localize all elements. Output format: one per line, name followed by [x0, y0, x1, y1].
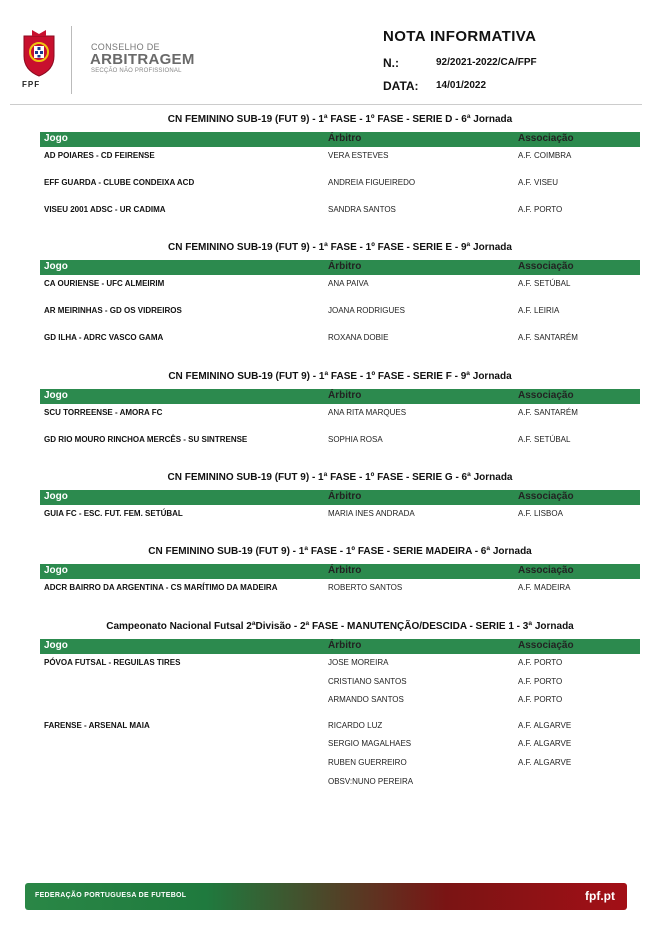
column-header-association: Associação: [518, 390, 574, 401]
column-header-referee: Árbitro: [328, 390, 362, 401]
column-header-association: Associação: [518, 133, 574, 144]
game-cell: CA OURIENSE - UFC ALMEIRIM: [44, 279, 165, 288]
table-row: [40, 329, 640, 356]
section-block: [40, 241, 640, 356]
column-header-association: Associação: [518, 640, 574, 651]
table-row: [40, 275, 640, 302]
section-title: CN FEMININO SUB-19 (FUT 9) - 1ª FASE - 1º FASE - SERIE E - 9ª Jornada: [168, 242, 512, 253]
table-header: [40, 564, 640, 579]
table-header: [40, 639, 640, 654]
association-cell: A.F. PORTO: [518, 676, 563, 686]
association-cell: A.F. MADEIRA: [518, 583, 571, 592]
association-cell: A.F. SETÚBAL: [518, 279, 571, 288]
referee-cell: RUBEN GUERREIRO: [328, 757, 407, 767]
column-header-game: Jogo: [44, 491, 68, 502]
table-row: [40, 673, 640, 692]
association-cell: A.F. PORTO: [518, 658, 563, 667]
number-value: 92/2021-2022/CA/FPF: [436, 57, 537, 68]
game-cell: EFF GUARDA - CLUBE CONDEIXA ACD: [44, 178, 195, 187]
association-cell: A.F. ALGARVE: [518, 720, 572, 730]
table-row: [40, 773, 640, 792]
footer-federation-name: FEDERAÇÃO PORTUGUESA DE FUTEBOL: [35, 892, 187, 899]
section-block: [40, 471, 640, 532]
section-title: CN FEMININO SUB-19 (FUT 9) - 1ª FASE - 1º FASE - SERIE D - 6ª Jornada: [167, 114, 513, 125]
association-cell: A.F. VISEU: [518, 178, 559, 187]
referee-cell: JOSE MOREIRA: [328, 658, 389, 667]
document-title: NOTA INFORMATIVA: [383, 28, 537, 45]
association-cell: A.F. PORTO: [518, 695, 563, 705]
association-cell: A.F. COIMBRA: [518, 151, 572, 160]
referee-cell: ANDREIA FIGUEIREDO: [328, 178, 416, 187]
section-title: CN FEMININO SUB-19 (FUT 9) - 1ª FASE - 1º FASE - SERIE F - 9ª Jornada: [168, 371, 512, 382]
game-cell: AR MEIRINHAS - GD OS VIDREIROS: [44, 306, 182, 315]
game-cell: GUIA FC - ESC. FUT. FEM. SETÚBAL: [44, 509, 183, 518]
column-header-referee: Árbitro: [328, 640, 362, 651]
column-header-association: Associação: [518, 565, 574, 576]
table-row: [40, 579, 640, 606]
table-header: [40, 389, 640, 404]
game-cell: AD POIARES - CD FEIRENSE: [44, 151, 155, 160]
table-header: [40, 260, 640, 275]
game-cell: VISEU 2001 ADSC - UR CADIMA: [44, 205, 166, 214]
header-rule: [10, 104, 642, 105]
referee-cell: SANDRA SANTOS: [328, 205, 396, 214]
table-row: [40, 147, 640, 174]
table-row: [40, 717, 640, 736]
fpf-abbreviation: FPF: [22, 80, 41, 89]
referee-cell: SOPHIA ROSA: [328, 435, 383, 444]
referee-cell: ROBERTO SANTOS: [328, 583, 403, 592]
date-value: 14/01/2022: [436, 80, 487, 91]
column-header-game: Jogo: [44, 640, 68, 651]
council-subtitle: SECÇÃO NÃO PROFISSIONAL: [91, 68, 182, 74]
game-cell: GD RIO MOURO RINCHOA MERCÊS - SU SINTRENSE: [44, 435, 248, 444]
association-cell: A.F. LISBOA: [518, 509, 563, 518]
column-header-referee: Árbitro: [328, 565, 362, 576]
association-cell: A.F. PORTO: [518, 205, 563, 214]
association-cell: A.F. ALGARVE: [518, 757, 572, 767]
table-row: [40, 174, 640, 201]
game-cell: PÓVOA FUTSAL - REGUILAS TIRES: [44, 658, 181, 667]
referee-cell: ROXANA DOBIE: [328, 333, 389, 342]
game-cell: FARENSE - ARSENAL MAIA: [44, 720, 150, 730]
referee-cell: VERA ESTEVES: [328, 151, 389, 160]
referee-cell: ANA PAIVA: [328, 279, 369, 288]
referee-cell: ARMANDO SANTOS: [328, 695, 404, 705]
table-row: [40, 404, 640, 431]
column-header-association: Associação: [518, 261, 574, 272]
game-cell: SCU TORREENSE - AMORA FC: [44, 408, 163, 417]
association-cell: A.F. SANTARÉM: [518, 408, 578, 417]
referee-cell: OBSV:NUNO PEREIRA: [328, 776, 414, 786]
section-block: [40, 545, 640, 606]
column-header-referee: Árbitro: [328, 491, 362, 502]
footer-site-link[interactable]: fpf.pt: [585, 889, 615, 903]
column-header-game: Jogo: [44, 565, 68, 576]
table-row: [40, 505, 640, 532]
column-header-referee: Árbitro: [328, 133, 362, 144]
section-block: [40, 620, 640, 791]
table-row: [40, 654, 640, 673]
association-cell: A.F. SETÚBAL: [518, 435, 571, 444]
referee-cell: ANA RITA MARQUES: [328, 408, 407, 417]
table-header: [40, 132, 640, 147]
column-header-game: Jogo: [44, 261, 68, 272]
council-label-big: ARBITRAGEM: [90, 51, 195, 68]
column-header-referee: Árbitro: [328, 261, 362, 272]
date-label: DATA:: [383, 79, 419, 93]
header-divider: [71, 26, 72, 94]
game-cell: GD ILHA - ADRC VASCO GAMA: [44, 333, 164, 342]
table-row: [40, 201, 640, 228]
column-header-association: Associação: [518, 491, 574, 502]
council-label-small: CONSELHO DE: [91, 42, 160, 52]
section-title: CN FEMININO SUB-19 (FUT 9) - 1ª FASE - 1º FASE - SERIE G - 6ª Jornada: [167, 472, 513, 483]
table-row: [40, 431, 640, 458]
column-header-game: Jogo: [44, 390, 68, 401]
table-header: [40, 490, 640, 505]
section-title: CN FEMININO SUB-19 (FUT 9) - 1ª FASE - 1º FASE - SERIE MADEIRA - 6ª Jornada: [148, 546, 532, 557]
table-row: [40, 754, 640, 773]
referee-cell: RICARDO LUZ: [328, 720, 383, 730]
footer-bar: [25, 883, 627, 910]
association-cell: A.F. ALGARVE: [518, 739, 572, 749]
table-row: [40, 735, 640, 754]
association-cell: A.F. SANTARÉM: [518, 333, 578, 342]
section-title: Campeonato Nacional Futsal 2ªDivisão - 2ª FASE - MANUTENÇÃO/DESCIDA - SERIE 1 - 3ª Jornada: [106, 621, 574, 632]
referee-cell: CRISTIANO SANTOS: [328, 676, 407, 686]
column-header-game: Jogo: [44, 133, 68, 144]
game-cell: ADCR BAIRRO DA ARGENTINA - CS MARÍTIMO DA MADEIRA: [44, 583, 278, 592]
document-header: [0, 0, 652, 105]
table-row: [40, 691, 640, 710]
association-cell: A.F. LEIRIA: [518, 306, 560, 315]
referee-cell: MARIA INES ANDRADA: [328, 509, 415, 518]
section-block: [40, 113, 640, 228]
referee-cell: SERGIO MAGALHAES: [328, 739, 412, 749]
section-block: [40, 370, 640, 458]
number-label: N.:: [383, 56, 399, 70]
table-row: [40, 302, 640, 329]
referee-cell: JOANA RODRIGUES: [328, 306, 405, 315]
